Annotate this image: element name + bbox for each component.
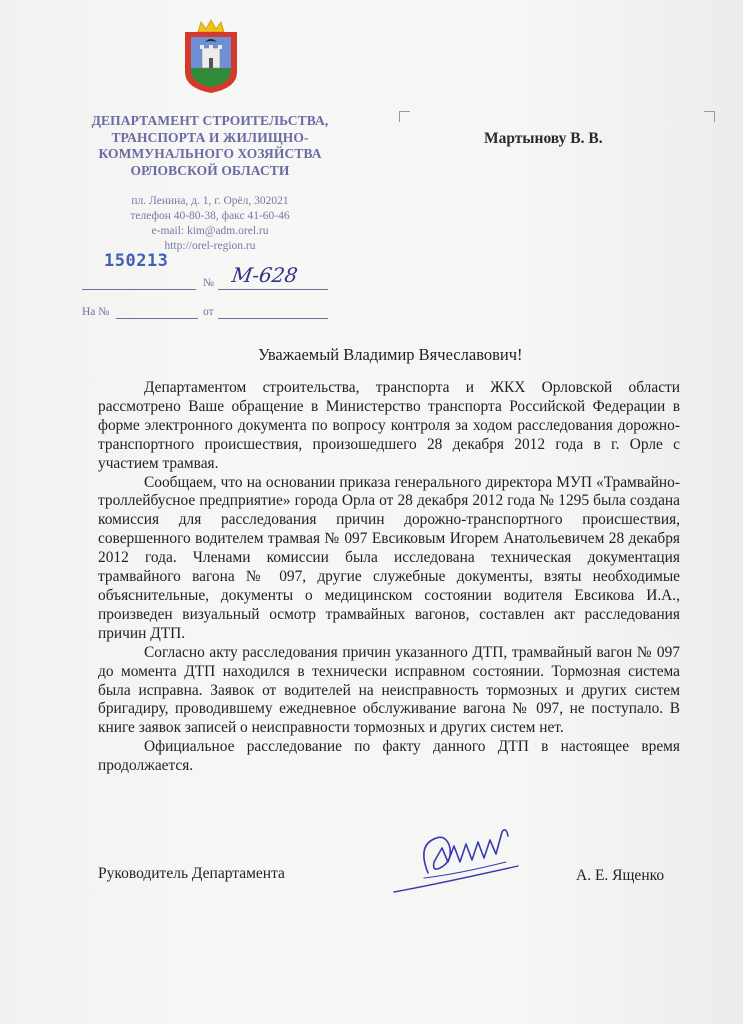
department-line: ДЕПАРТАМЕНТ СТРОИТЕЛЬСТВА, — [91, 113, 329, 128]
letter-body — [98, 379, 680, 776]
address-corner-left — [399, 111, 410, 122]
date-line — [82, 289, 196, 290]
body-paragraph: Департаментом строительства, транспорта и ЖКХ Орловской области рассмотрено Ваше обращение в Министерство транспорта Российской Федерации в форме электронного документа по вопросу контроля за ходом расследования дорожно-транспортного происшествия, произошедшего 28 декабря 2012 года в г. Орле с участием трамвая. — [98, 379, 680, 472]
body-paragraph: Сообщаем, что на основании приказа генерального директора МУП «Трамвайно-троллейбусное предприятие» города Орла от 28 декабря 2012 года № 1295 была создана комиссия для расследования причин дорожно-транспортного происшествия, совершенного водителем трамвая № 097 Евсиковым Игорем Анатольевичем 28 декабря 2012 года. Членами комиссии была исследована техническая документация трамвайного вагона № 097, другие служебные документы, взяты необходимые объяснительные, документы о медицинском состоянии водителя Евсикова И.А., произведен визуальный осмотр трамвайных вагонов, составлен акт расследования причин ДТП. — [98, 473, 680, 642]
email-line: e-mail: kim@adm.orel.ru — [151, 225, 269, 237]
reply-number-line — [116, 318, 198, 319]
number-sign: № — [203, 277, 214, 289]
orel-coat-of-arms-icon — [181, 18, 241, 94]
reply-to-label: На № — [82, 306, 110, 318]
phone-line: телефон 40-80-38, факс 41-60-46 — [130, 210, 290, 222]
address-corner-right — [704, 111, 715, 122]
registration-stamp: 150213 — [104, 251, 169, 271]
department-line: ОРЛОВСКОЙ ОБЛАСТИ — [130, 162, 290, 178]
salutation: Уважаемый Владимир Вячеславович! — [258, 345, 523, 364]
outgoing-number: М-628 — [230, 263, 300, 287]
department-line: КОММУНАЛЬНОГО ХОЗЯЙСТВА — [98, 146, 322, 161]
reply-date-line — [218, 318, 328, 319]
department-line: ТРАНСПОРТА И ЖИЛИЩНО- — [111, 129, 309, 145]
body-paragraph: Официальное расследование по факту данного ДТП в настоящее время продолжается. — [98, 738, 680, 775]
department-name — [60, 113, 360, 179]
number-line — [218, 289, 328, 290]
body-paragraph: Согласно акту расследования причин указанного ДТП, трамвайный вагон № 097 до момента ДТП находился в технически исправном состоянии. Тормозная система была исправна. Заявок от водителей на неисправность тормозных и других систем бригадиру, проводившему ежедневное обслуживание вагона № 097, не поступало. В книге заявок записей о неисправности тормозных и других систем нет. — [98, 643, 680, 737]
address-line: пл. Ленина, д. 1, г. Орёл, 302021 — [131, 195, 289, 207]
handwritten-signature — [388, 818, 528, 898]
signatory-title: Руководитель Департамента — [98, 865, 285, 882]
reply-from-label: от — [203, 306, 214, 318]
website-line: http://orel-region.ru — [164, 240, 256, 252]
department-contacts — [100, 194, 320, 254]
addressee: Мартынову В. В. — [484, 130, 603, 147]
signatory-name: А. Е. Ященко — [576, 867, 665, 884]
